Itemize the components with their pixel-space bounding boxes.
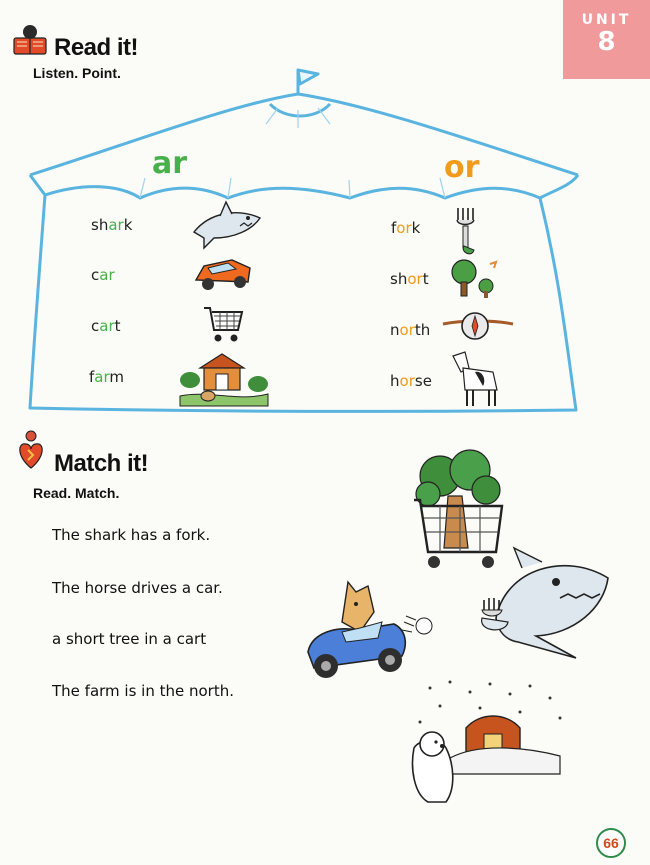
- farm-illustration: [178, 346, 270, 408]
- word-farm: farm: [89, 368, 125, 386]
- page-number: 66: [596, 828, 626, 858]
- horse-driving-car-illustration: [298, 582, 438, 686]
- word-shark: shark: [91, 216, 133, 234]
- heart-bug-icon: [16, 430, 46, 470]
- ar-column-heading: ar: [152, 146, 188, 181]
- word-car: car: [91, 266, 115, 284]
- horse-illustration: [445, 350, 505, 410]
- read-it-instructions: Listen. Point.: [33, 65, 121, 81]
- read-it-title: Read it!: [54, 34, 139, 61]
- shark-with-fork-illustration: [476, 548, 622, 666]
- or-column-heading: or: [444, 150, 480, 185]
- farm-in-north-illustration: [410, 678, 570, 808]
- sentence-4: The farm is in the north.: [52, 682, 235, 700]
- word-north: north: [390, 321, 431, 339]
- unit-number: 8: [597, 27, 616, 57]
- match-it-title: Match it!: [54, 450, 149, 477]
- match-it-instructions: Read. Match.: [33, 485, 120, 501]
- sentence-1: The shark has a fork.: [52, 526, 211, 544]
- word-short: short: [390, 270, 429, 288]
- sentence-3: a short tree in a cart: [52, 630, 207, 648]
- tent-frame: [0, 0, 650, 430]
- word-fork: fork: [391, 219, 421, 237]
- unit-label: UNIT: [581, 12, 632, 28]
- word-horse: horse: [390, 372, 432, 390]
- compass-illustration: [443, 308, 513, 344]
- car-illustration: [192, 252, 254, 294]
- word-cart: cart: [91, 317, 121, 335]
- cart-illustration: [200, 302, 244, 346]
- fork-illustration: [452, 204, 480, 258]
- short-tree-illustration: [446, 258, 500, 300]
- sentence-2: The horse drives a car.: [52, 579, 223, 597]
- shark-illustration: [190, 198, 264, 250]
